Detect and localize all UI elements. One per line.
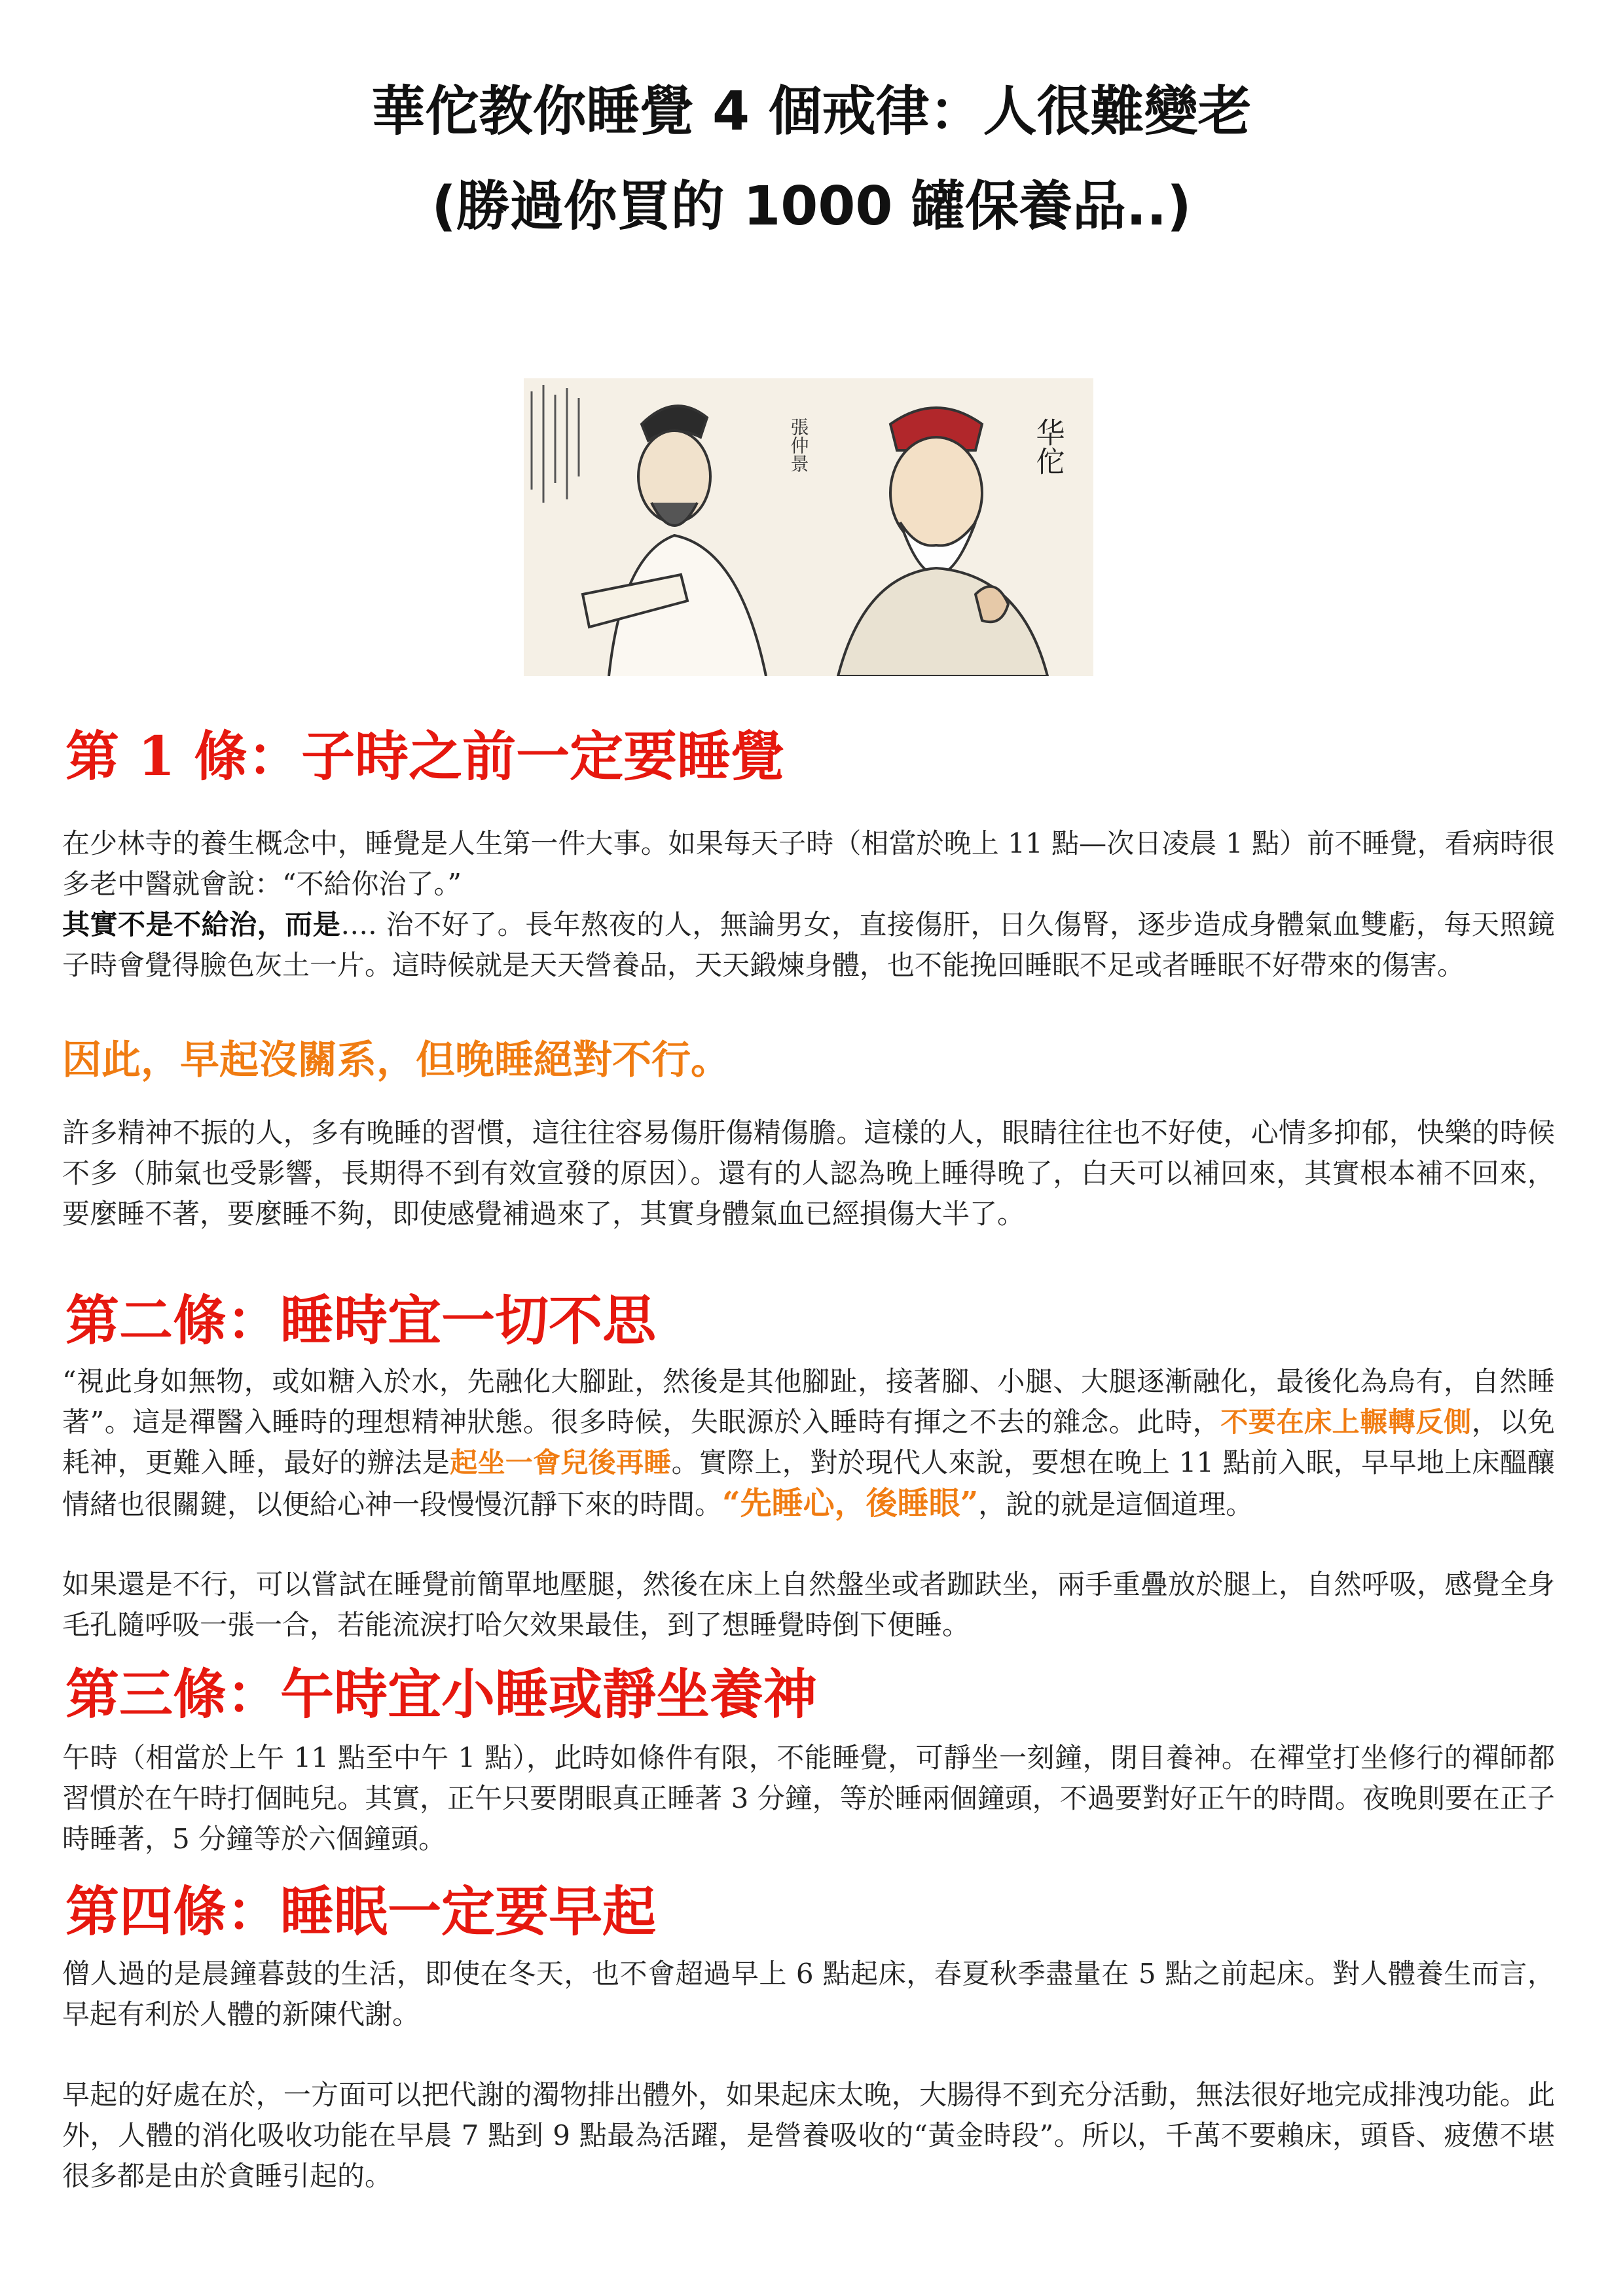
section-3-paragraph-1: 午時（相當於上午 11 點至中午 1 點），此時如條件有限，不能睡覺，可靜坐一刻鐘，閉目養神。在禪堂打坐修行的禪師都習慣於在午時打個盹兒。其實，正午只要閉眼真正睡著 3 分鐘，等於睡兩個鐘頭，不過要對好正午的時間。夜晚則要在正子時睡著，5 分鐘等於六個鐘頭。 (62, 1742, 1555, 1855)
section-4-paragraph-2: 早起的好處在於，一方面可以把代謝的濁物排出體外，如果起床太晚，大腸得不到充分活動，無法很好地完成排洩功能。此外，人體的消化吸收功能在早晨 7 點到 9 點最為活躍，是營養吸收的“黃金時段”。所以，千萬不要賴床，頭昏、疲憊不堪很多都是由於貪睡引起的。 (62, 2079, 1555, 2192)
section-1-highlight: 因此，早起沒關系，但晚睡絕對不行。 (62, 1037, 730, 1083)
right-label: 华佗 (1030, 418, 1065, 475)
section-4-paragraph-1: 僧人過的是晨鐘暮鼓的生活，即使在冬天，也不會超過早上 6 點起床，春夏秋季盡量在 5 點之前起床。對人體養生而言，早起有利於人體的新陳代謝。 (62, 1958, 1555, 2030)
section-1-paragraph-2 (62, 905, 1555, 986)
section-3-heading: 第三條：午時宜小睡或靜坐養神 (65, 1663, 818, 1726)
section-4-heading: 第四條：睡眠一定要早起 (65, 1880, 657, 1943)
section-2-highlight-1: 不要在床上輾轉反側 (1220, 1406, 1472, 1438)
section-2-text-c: 。實際上，對於現代人來說，要想在晚上 11 點前入眠，早早地上床醞釀情緒也很關鍵，以便給心神一段慢慢沉靜下來的時間。 (62, 1446, 1555, 1520)
section-2-heading: 第二條：睡時宜一切不思 (65, 1289, 657, 1352)
section-2-text-d: ，說的就是這個道理。 (978, 1488, 1254, 1520)
portrait-illustration (524, 378, 1093, 676)
page-title: 華佗教你睡覺 4 個戒律：人很難變老 (371, 81, 1252, 143)
page-subtitle: (勝過你買的 1000 罐保養品..) (431, 175, 1192, 238)
section-2-paragraph-1 (62, 1361, 1555, 1525)
section-1-heading: 第 1 條：子時之前一定要睡覺 (65, 725, 785, 788)
section-2-paragraph-2: 如果還是不行，可以嘗試在睡覺前簡單地壓腿，然後在床上自然盤坐或者跏趺坐，兩手重疊放於腿上，自然呼吸，感覺全身毛孔隨呼吸一張一合，若能流淚打哈欠效果最佳，到了想睡覺時倒下便睡。 (62, 1568, 1555, 1641)
section-2-text-b: ，以免耗神，更難入睡，最好的辦法是 (62, 1406, 1555, 1479)
section-2-highlight-2: 起坐一會兒後再睡 (450, 1446, 672, 1479)
section-1-paragraph-2-text: …. 治不好了。長年熬夜的人，無論男女，直接傷肝，日久傷腎，逐步造成身體氣血雙虧，每天照鏡子時會覺得臉色灰土一片。這時候就是天天營養品，天天鍛煉身體，也不能挽回睡眠不足或者睡眠不好帶來的傷害。 (62, 908, 1555, 981)
section-2-text-a: “視此身如無物，或如糖入於水，先融化大腳趾，然後是其他腳趾，接著腳、小腿、大腿逐漸融化，最後化為烏有，自然睡著”。這是禪醫入睡時的理想精神狀態。很多時候，失眠源於入睡時有揮之不去的雜念。此時， (62, 1365, 1555, 1438)
left-label: 張仲景 (788, 418, 810, 473)
portraits-drawing (524, 378, 1093, 676)
section-1-paragraph-3: 許多精神不振的人，多有晚睡的習慣，這往往容易傷肝傷精傷膽。這樣的人，眼睛往往也不好使，心情多抑郁，快樂的時候不多（肺氣也受影響，長期得不到有效宣發的原因）。還有的人認為晚上睡得晚了，白天可以補回來，其實根本補不回來，要麼睡不著，要麼睡不夠，即使感覺補過來了，其實身體氣血已經損傷大半了。 (62, 1117, 1555, 1230)
section-2-highlight-3: “先睡心，後睡眼” (722, 1485, 979, 1522)
section-1-paragraph-1: 在少林寺的養生概念中，睡覺是人生第一件大事。如果每天子時（相當於晚上 11 點—次日凌晨 1 點）前不睡覺，看病時很多老中醫就會說：“不給你治了。” (62, 827, 1555, 900)
section-1-bold-lead: 其實不是不給治，而是 (62, 908, 341, 941)
